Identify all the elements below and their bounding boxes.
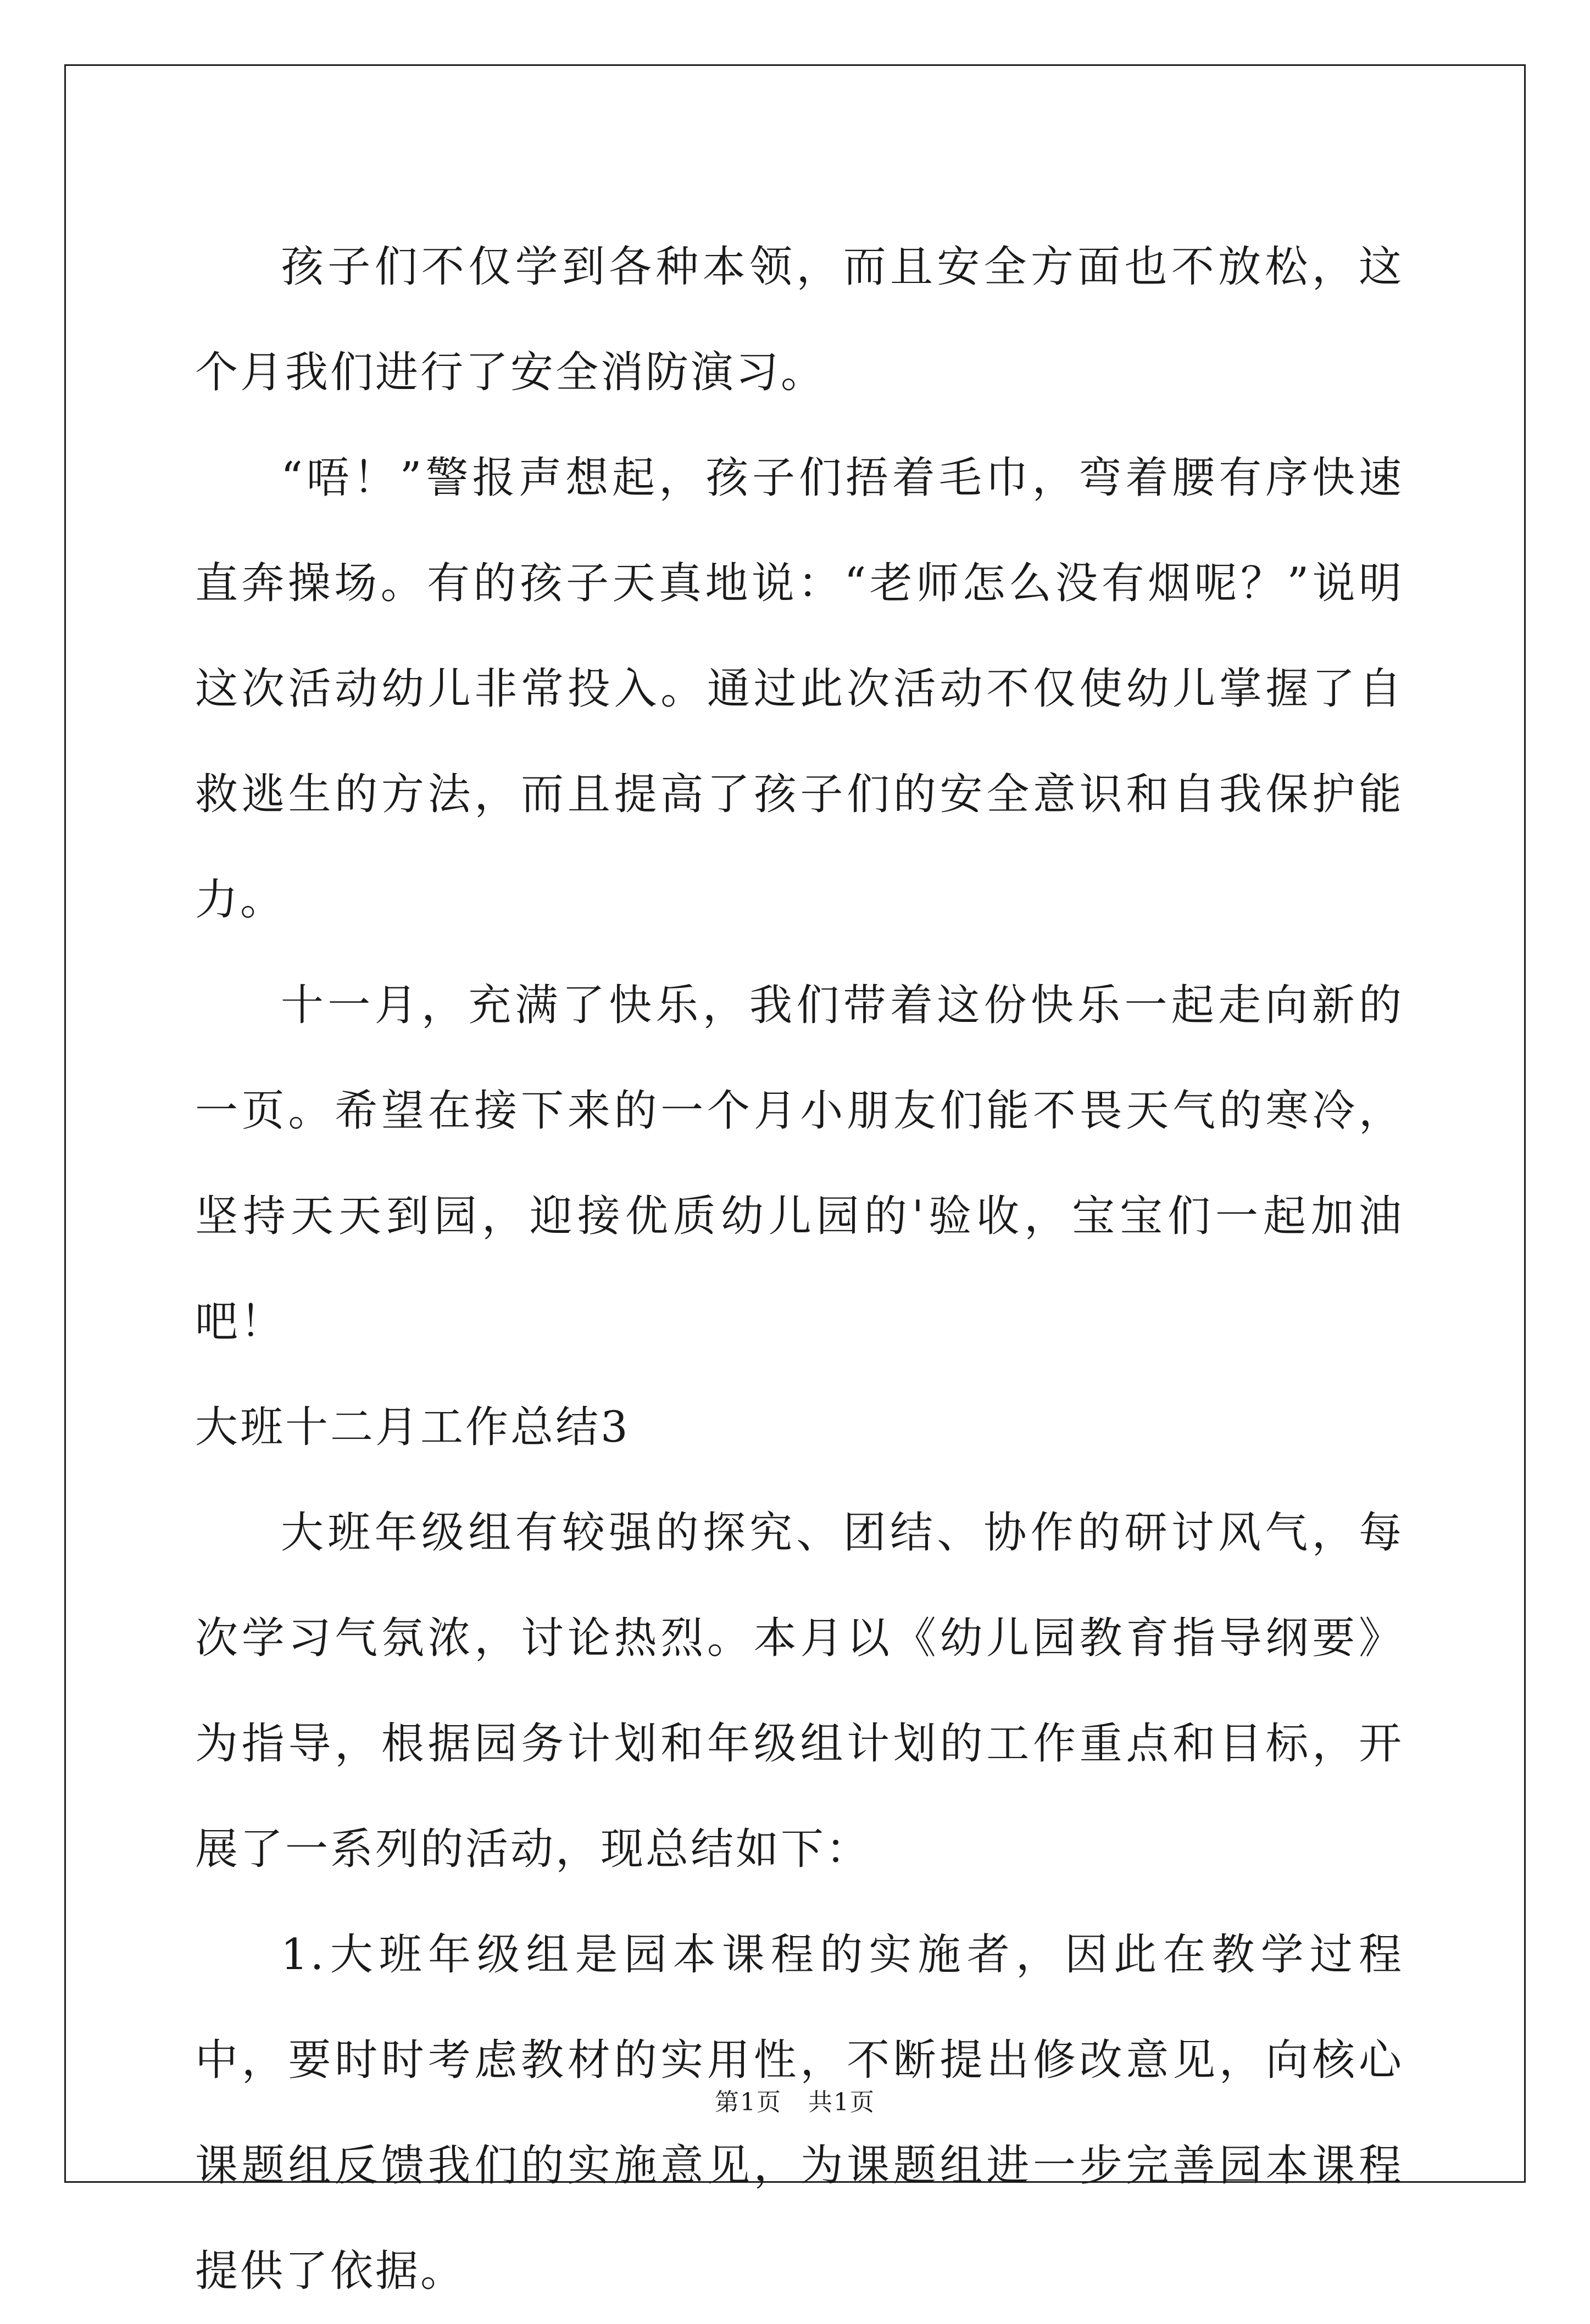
paragraph-research-atmosphere: 大班年级组有较强的探究、团结、协作的研讨风气，每次学习气氛浓，讨论热烈。本月以《幼儿园教育指导纲要》为指导，根据园务计划和年级组计划的工作重点和目标，开展了一系列的活动，现总结如下： [195,1508,1404,1874]
paragraph-safety-drill: 孩子们不仅学到各种本领，而且安全方面也不放松，这个月我们进行了安全消防演习。 [195,242,1404,397]
paragraph-alarm: “唔！”警报声想起，孩子们捂着毛巾，弯着腰有序快速直奔操场。有的孩子天真地说：“老师怎么没有烟呢？”说明这次活动幼儿非常投入。通过此次活动不仅使幼儿掌握了自救逃生的方法，而且提高了孩子们的安全意识和自我保护能力。 [195,453,1404,925]
page-footer: 第1页 共1页 [715,2088,875,2116]
paragraph-november: 十一月，充满了快乐，我们带着这份快乐一起走向新的一页。希望在接下来的一个月小朋友们能不畏天气的寒冷，坚持天天到园，迎接优质幼儿园的'验收，宝宝们一起加油吧！ [195,981,1404,1347]
section-heading: 大班十二月工作总结3 [195,1403,630,1452]
document-body [195,214,1404,2324]
paragraph-curriculum-item-1: 1.大班年级组是园本课程的实施者，因此在教学过程中，要时时考虑教材的实用性，不断提出修改意见，向核心课题组反馈我们的实施意见，为课题组进一步完善园本课程提供了依据。 [195,1930,1404,2296]
